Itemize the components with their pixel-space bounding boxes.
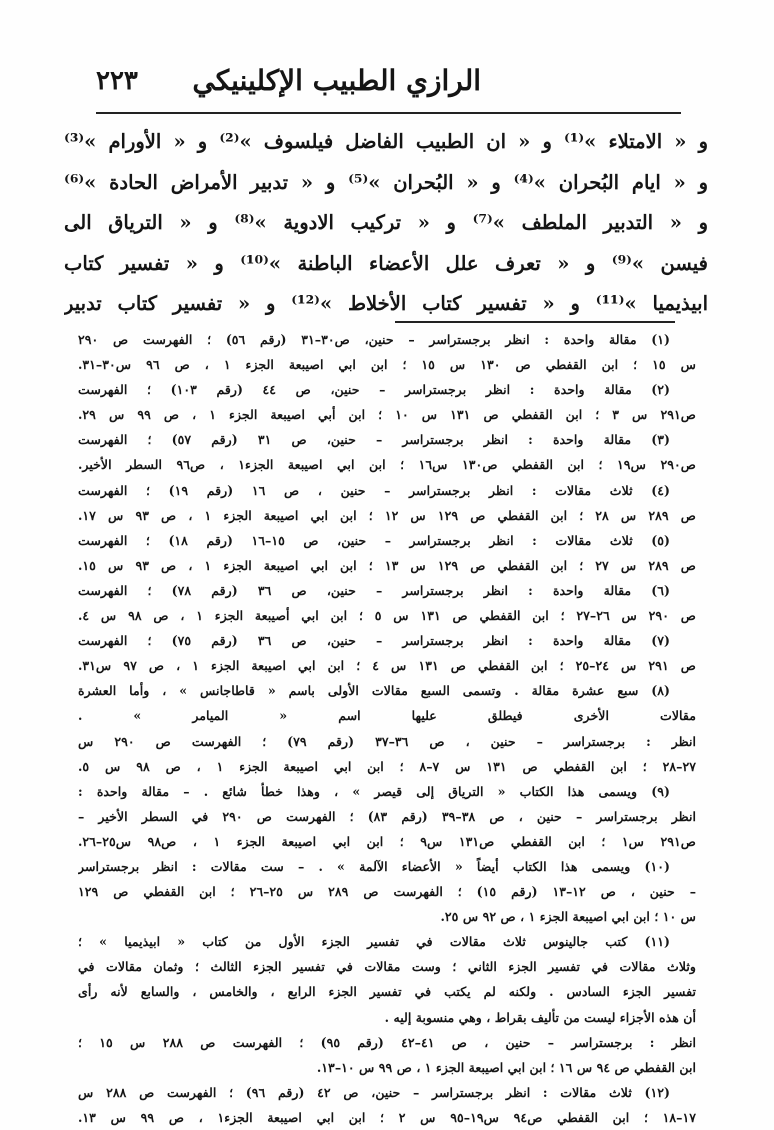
running-title: الرازي الطبيب الإكلينيكي <box>192 64 481 97</box>
footnote-line: تفسير الجزء السادس . ولكنه لم يكتب في تفسير الجزء الرابع ، والخامس ، والسابع لأنه رأى <box>78 984 696 1000</box>
footnote-line: (١١) كتب جالينوس ثلاث مقالات في تفسير الجزء الأول من كتاب « ابيذيميا » ؛ <box>78 934 670 950</box>
footnote-line: ص٢٩١ س١ ؛ ابن القفطي ص١٣١ س٩ ؛ ابن ابي اصيبعة الجزء ١ ، ص٩٨ س٢٥–٢٦. <box>78 833 696 849</box>
footnote-line: (٣) مقالة واحدة : انظر برجستراسر – حنين، ص ٣١ (رقم ٥٧) ؛ الفهرست <box>78 432 670 448</box>
header-rule <box>96 112 681 114</box>
footnote-line: (١) مقالة واحدة : انظر برجستراسر – حنين، ص٣٠–٣١ (رقم ٥٦) ؛ الفهرست ص ٢٩٠ <box>78 332 670 347</box>
body-line: و « الامتلاء »⁽¹⁾ و « ان الطبيب الفاضل فيلسوف »⁽²⁾ و « الأورام »⁽³⁾ <box>64 130 708 153</box>
footnote-line: (٩) ويسمى هذا الكتاب « الترياق إلى قيصر » ، وهذا خطأ شائع . – مقالة واحدة : <box>78 783 670 799</box>
footnote-line: – حنين ، ص ١٢–١٣ (رقم ١٥) ؛ الفهرست ص ٢٨٩ س ٢٥–٢٦ ؛ ابن القفطي ص ١٢٩ <box>78 884 696 900</box>
footnote-line: (٧) مقالة واحدة : انظر برجستراسر – حنين، ص ٣٦ (رقم ٧٥) ؛ الفهرست <box>78 633 670 649</box>
footnote-line: س ١٠ ؛ ابن ابي اصيبعة الجزء ١ ، ص ٩٢ س ٢٥. <box>440 909 696 925</box>
footnote-line: ابن القفطي ص ٩٤ س ١٦ ؛ ابن ابي اصيبعة الجزء ١ ، ص ٩٩ س ١٠–١٣. <box>316 1059 696 1075</box>
footnote-line: وثلاث مقالات في تفسير الجزء الثاني ؛ وست مقالات في تفسير الجزء الثالث ؛ وثمان مقالات في <box>78 959 696 975</box>
footnote-line: (٦) مقالة واحدة : انظر برجستراسر – حنين، ص ٣٦ (رقم ٧٨) ؛ الفهرست <box>78 582 670 598</box>
footnote-line: (٢) مقالة واحدة : انظر برجستراسر – حنين، ص ٤٤ (رقم ١٠٣) ؛ الفهرست <box>78 382 670 398</box>
footnotes <box>78 327 696 1130</box>
footnote-line: (١٠) ويسمى هذا الكتاب أيضاً « الأعضاء الآلمة » . – ست مقالات : انظر برجستراسر <box>78 858 670 874</box>
page-header <box>96 58 681 114</box>
body-line: و « التدبير الملطف »⁽⁷⁾ و « تركيب الادوية »⁽⁸⁾ و « الترياق الى <box>64 211 708 234</box>
footnote-line: (٨) سبع عشرة مقالة . وتسمى السبع مقالات الأولى باسم « قاطاجانس » ، وأما العشرة <box>78 683 670 699</box>
footnote-line: مقالات الأخرى فيطلق عليها اسم « الميامر » . <box>78 708 696 724</box>
footnote-line: انظر برجستراسر – حنين ، ص ٣٨–٣٩ (رقم ٨٣) ؛ الفهرست ص ٢٩٠ في السطر الأخير – <box>78 808 696 824</box>
footnote-line: ص ٢٩٠ س ٢٦–٢٧ ؛ ابن القفطي ص ١٣١ س ٥ ؛ ابن ابي أصيبعة الجزء ١ ، ص ٩٨ س ٤. <box>78 608 696 624</box>
footnote-line: ص ٢٨٩ س ٢٨ ؛ ابن القفطي ص ١٢٩ س ١٢ ؛ ابن ابي اصيبعة الجزء ١ ، ص ٩٣ س ١٧. <box>78 507 696 523</box>
footnote-line: ص ٢٩١ س ٢٤–٢٥ ؛ ابن القفطي ص ١٣١ س ٤ ؛ ابن ابي اصيبعة الجزء ١ ، ص ٩٧ س٣١. <box>78 658 696 674</box>
footnote-line: انظر : برجستراسر – حنين ، ص ٤١–٤٢ (رقم ٩٥) ؛ الفهرست ص ٢٨٨ س ١٥ ؛ <box>78 1034 696 1050</box>
body-line: ابيذيميا »⁽¹¹⁾ و « تفسير كتاب الأخلاط »⁽¹²⁾ و « تفسير كتاب تدبير <box>64 292 708 315</box>
body-line: فيسن »⁽⁹⁾ و « تعرف علل الأعضاء الباطنة »⁽¹⁰⁾ و « تفسير كتاب <box>64 251 708 275</box>
footnote-separator <box>395 321 675 323</box>
footnote-line: (٥) ثلاث مقالات : انظر برجستراسر – حنين، ص ١٥–١٦ (رقم ١٨) ؛ الفهرست <box>78 532 670 548</box>
main-paragraph <box>64 122 708 325</box>
footnote-line: (٤) ثلاث مقالات : انظر برجستراسر – حنين ، ص ١٦ (رقم ١٩) ؛ الفهرست <box>78 482 670 498</box>
footnote-line: ١٧–١٨ ؛ ابن القفطي ص٩٤ س١٩–٩٥ س ٢ ؛ ابن ابي اصيبعة الجزء١ ، ص ٩٩ س ١٣. <box>78 1109 696 1125</box>
footnote-line: (١٢) ثلاث مقالات : انظر برجستراسر – حنين، ص ٤٢ (رقم ٩٦) ؛ الفهرست ص ٢٨٨ س <box>78 1084 670 1100</box>
footnote-line: ص٢٩٠ س١٩ ؛ ابن القفطي ص١٣٠ س١٦ ؛ ابن ابي اصيبعة الجزء١ ، ص٩٦ السطر الأخير. <box>78 457 696 473</box>
footnote-line: س ١٥ ؛ ابن القفطي ص ١٣٠ س ١٥ ؛ ابن ابي اصيبعة الجزء ١ ، ص ٩٦ س٣٠–٣١. <box>78 357 696 373</box>
footnote-line: ص٢٩١ س ٣ ؛ ابن القفطي ص ١٣١ س ١٠ ؛ ابن أبي اصيبعة الجزء ١ ، ص ٩٩ س ٢٩. <box>78 407 696 423</box>
footnote-line: انظر : برجستراسر – حنين ، ص ٣٦–٣٧ (رقم ٧٩) ؛ الفهرست ص ٢٩٠ س <box>78 733 696 749</box>
footnote-line: ٢٧–٢٨ ؛ ابن القفطي ص ١٣١ س ٧–٨ ؛ ابن ابي اصيبعة الجزء ١ ، ص ٩٨ س ٥. <box>78 758 696 774</box>
body-line: و « ايام البُحران »⁽⁴⁾ و « البُحران »⁽⁵⁾ و « تدبير الأمراض الحادة »⁽⁶⁾ <box>64 170 708 194</box>
page-number: ٢٢٣ <box>96 66 138 96</box>
footnote-line: ص ٢٨٩ س ٢٧ ؛ ابن القفطي ص ١٢٩ س ١٣ ؛ ابن ابي اصيبعة الجزء ١ ، ص ٩٣ س ١٥. <box>78 557 696 573</box>
footnote-line: أن هذه الأجزاء ليست من تأليف بقراط ، وهي منسوبة إليه . <box>384 1009 696 1025</box>
